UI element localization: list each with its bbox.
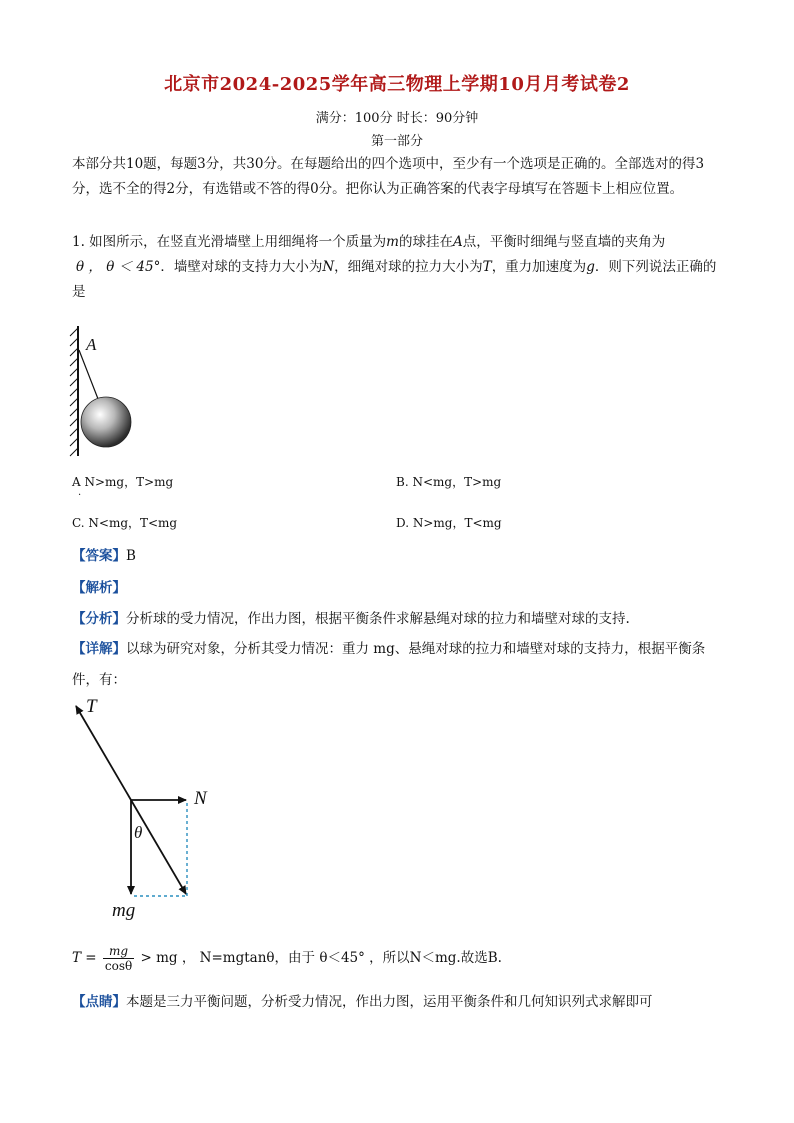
answer-value: B [126, 548, 136, 564]
wall-ball-figure [66, 326, 146, 458]
option-a: A N>mg，T>mg [72, 475, 174, 489]
fenxi-line [72, 607, 630, 627]
q1-var-m: m [386, 234, 399, 250]
force-diagram [60, 690, 230, 922]
wall-hatching [70, 328, 78, 456]
xiangjie-line-2: 件，有： [72, 672, 126, 688]
q1-var-g: g [586, 259, 595, 275]
q1-text-7: ．则下列说法正确的是 [72, 259, 717, 300]
q1-var-T: T [482, 259, 492, 275]
q1-theta-condition: θ ， θ ＜ 45° [76, 259, 161, 275]
question-1-stem [72, 230, 722, 305]
option-c: C. N<mg，T<mg [72, 516, 178, 530]
section-instructions: 本部分共10题，每题3分，共30分。在每题给出的四个选项中，至少有一个选项是正确的。全部选对的得3分，选不全的得2分，有选错或不答的得0分。把你认为正确答案的代表字母填写在答题卡上相应位置。 [72, 156, 705, 197]
eq-denominator: cosθ [104, 959, 133, 973]
answer-line [72, 544, 136, 564]
dianjing-line [72, 990, 653, 1010]
q1-text-6: ，重力加速度为 [491, 259, 587, 275]
fenxi-text: 分析球的受力情况，作出力图，根据平衡条件求解悬绳对球的拉力和墙壁对球的支持. [126, 611, 630, 627]
eq-fraction [103, 944, 134, 973]
result-equation [72, 944, 502, 973]
label-mg: mg [112, 900, 136, 921]
label-T: T [86, 696, 97, 717]
eq-numerator: mg [103, 944, 134, 959]
xiangjie-text-1: 以球为研究对象，分析其受力情况：重力 mg、悬绳对球的拉力和墙壁对球的支持力，根据平衡条 [126, 641, 706, 657]
tension-arrow [76, 706, 131, 800]
q1-text-1: 1. 如图所示，在竖直光滑墙壁上用细绳将一个质量为 [72, 234, 387, 250]
document-title: 北京市2024-2025学年高三物理上学期10月月考试卷2 [164, 74, 630, 95]
option-b: B. N<mg，T>mg [396, 475, 502, 489]
answer-label: 【答案】 [72, 548, 126, 564]
q1-var-N: N [322, 259, 335, 275]
q1-text-5: ，细绳对球的拉力大小为 [334, 259, 483, 275]
xiangjie-line [72, 637, 705, 657]
q1-var-A: A [452, 234, 463, 250]
fenxi-label: 【分析】 [72, 611, 126, 627]
xiangjie-label: 【详解】 [72, 641, 126, 657]
q1-text-2: 的球挂在 [398, 234, 453, 250]
section-heading: 第一部分 [370, 134, 423, 149]
resultant-arrow [131, 800, 186, 894]
label-theta: θ [134, 823, 143, 842]
dianjing-label: 【点睛】 [72, 994, 126, 1010]
exam-meta: 满分：100分 时长：90分钟 [315, 111, 479, 126]
ball-circle [81, 397, 131, 447]
eq-n-conclusion: N=mgtanθ，由于 θ＜45° ，所以N＜mg.故选B. [199, 950, 502, 966]
q1-text-3: 点，平衡时细绳与竖直墙的夹角为 [462, 234, 666, 250]
eq-lhs: T = [72, 950, 97, 966]
label-N: N [194, 788, 207, 809]
rope-line [79, 350, 100, 404]
analysis-heading [72, 576, 126, 596]
eq-gt-mg: > mg ， [140, 950, 196, 966]
analysis-label: 【解析】 [72, 580, 126, 596]
dianjing-text: 本题是三力平衡问题，分析受力情况，作出力图，运用平衡条件和几何知识列式求解即可 [126, 994, 653, 1010]
option-d: D. N>mg，T<mg [396, 516, 502, 530]
figure-label-A: A [86, 335, 97, 354]
stray-dot: . [78, 487, 82, 498]
q1-text-4: ．墙壁对球的支持力大小为 [160, 259, 323, 275]
